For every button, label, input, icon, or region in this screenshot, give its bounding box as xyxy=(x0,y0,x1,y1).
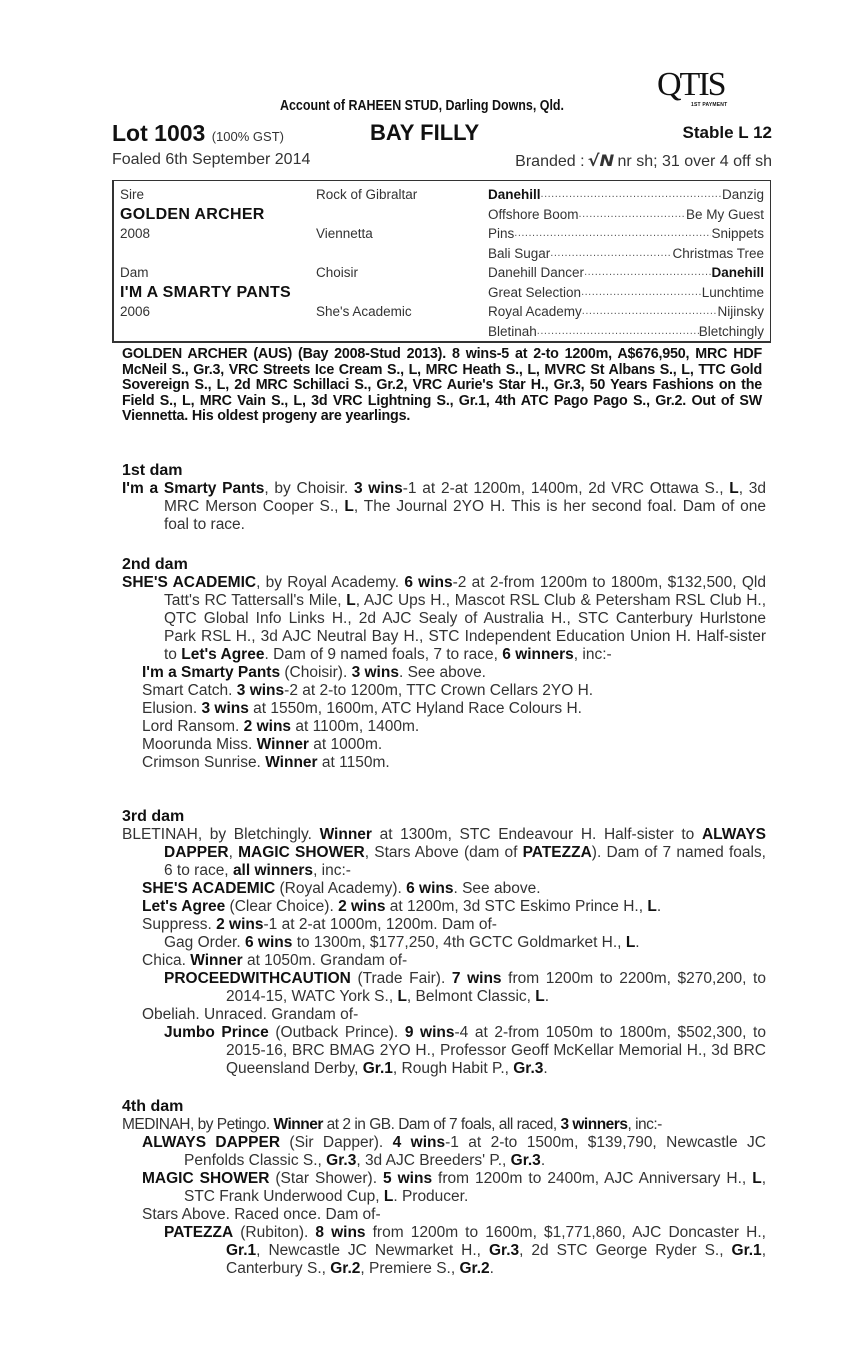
text: at 1050m. Grandam of- xyxy=(242,952,408,969)
progeny-item xyxy=(122,952,766,970)
winners: 6 winners xyxy=(502,646,574,663)
dam-record xyxy=(122,1116,766,1134)
text: , Premiere S., xyxy=(360,1260,460,1277)
progeny-item xyxy=(122,718,766,736)
text: , inc:- xyxy=(573,646,612,663)
group-badge: Gr.1 xyxy=(226,1242,257,1259)
third-dam-section xyxy=(122,808,766,1078)
progeny-item xyxy=(122,880,766,898)
progeny-item xyxy=(122,1134,766,1170)
grand-progeny-item xyxy=(122,934,766,952)
text: -1 at 2-at 1000m, 1200m. Dam of- xyxy=(263,916,497,933)
grandparent-left: Offshore Boom xyxy=(488,206,579,222)
text: . See above. xyxy=(453,880,541,897)
dam-name: SHE'S ACADEMIC xyxy=(122,574,257,591)
text: , by Petingo. xyxy=(189,1116,274,1133)
pedigree-table xyxy=(112,180,771,343)
progeny-name: Crimson Sunrise. xyxy=(142,754,261,771)
text: . See above. xyxy=(398,664,486,681)
sire-dam: Viennetta xyxy=(316,226,373,241)
text: , 2d STC George Ryder S., xyxy=(519,1242,732,1259)
winners: all winners xyxy=(232,862,314,879)
wins: 7 wins xyxy=(451,970,502,987)
listed-badge: L xyxy=(383,1188,394,1205)
lot-label: Lot 1003 xyxy=(112,120,206,146)
grandparent-right: Danzig xyxy=(721,187,764,202)
wins: 6 wins xyxy=(406,880,454,897)
leader-dots xyxy=(584,263,711,283)
text: . Dam of 9 named foals, 7 to race, xyxy=(264,646,503,663)
text: to 1300m, $177,250, 4th GCTC Goldmarket H., xyxy=(292,934,626,951)
grandparent-right: Snippets xyxy=(711,226,764,241)
text: at 1000m. xyxy=(308,736,383,753)
text: -2 at 2-to 1200m, TTC Crown Cellars 2YO H. xyxy=(284,682,594,699)
wins: 9 wins xyxy=(404,1024,455,1041)
progeny-name: Suppress. xyxy=(142,916,212,933)
text: at 1100m, 1400m. xyxy=(291,718,420,735)
text: , 3d MRC Merson Cooper S., xyxy=(164,480,766,515)
grandparent-row xyxy=(488,302,764,322)
wins: 5 wins xyxy=(383,1170,433,1187)
grandparent-right: Nijinsky xyxy=(717,304,764,319)
wins: 2 wins xyxy=(338,898,386,915)
group-badge: Gr.3 xyxy=(510,1152,541,1169)
progeny-name: Chica. xyxy=(142,952,186,969)
grandparent-left: Bletinah xyxy=(488,323,537,339)
progeny-name: Let's Agree xyxy=(142,898,226,915)
branded-label: Branded : xyxy=(515,153,585,170)
leader-dots xyxy=(537,322,699,342)
leader-dots xyxy=(541,185,722,205)
text: (Star Shower). xyxy=(269,1170,383,1187)
text: , Newcastle JC Newmarket H., xyxy=(256,1242,489,1259)
progeny-item: Obeliah. Unraced. Grandam of- xyxy=(142,1006,359,1023)
leader-dots xyxy=(581,283,702,303)
grandparent-row xyxy=(488,185,764,205)
dam-record xyxy=(122,574,766,664)
progeny-item xyxy=(122,754,766,772)
text: . xyxy=(635,934,640,951)
progeny-name: Smart Catch. xyxy=(142,682,233,699)
wins: 4 wins xyxy=(392,1134,446,1151)
text: (Trade Fair). xyxy=(350,970,452,987)
wins: 2 wins xyxy=(243,718,292,735)
text: -1 at 2-at 1200m, 1400m, 2d VRC Ottawa S., xyxy=(402,480,730,497)
grandparent-left: Pins xyxy=(488,226,515,241)
progeny-item xyxy=(122,898,766,916)
sire-summary: GOLDEN ARCHER (AUS) (Bay 2008-Stud 2013). 8 wins-5 at 2-to 1200m, A$676,950, MRC HDF McNeil S., Gr.3, VRC Streets Ice Cream S., L, MRC Heath S., L, MVRC St Albans S., L, TTC Gold Sovereign S., L, 2d MRC Schillaci S., Gr.2, VRC Aurie's Star H., Gr.3, 50 Years Fashions on the Field S., L, MRC Vain S., L, 3d VRC Lightning S., Gr.1, 4th ATC Pago Pago S., Gr.2. Out of SW Viennetta. His oldest progeny are yearlings. xyxy=(122,346,762,424)
progeny-item xyxy=(122,700,766,718)
grandparent-left: Danehill Dancer xyxy=(488,265,585,280)
group-badge: Gr.3 xyxy=(513,1060,544,1077)
group-badge: Gr.2 xyxy=(330,1260,361,1277)
sex-colour: BAY FILLY xyxy=(370,120,480,145)
text: , by Royal Academy. xyxy=(256,574,405,591)
half-sibling: Let's Agree xyxy=(181,646,265,663)
grandparent-row xyxy=(488,322,764,342)
grandparent-right: Be My Guest xyxy=(685,206,764,222)
stable-location: Stable L 12 xyxy=(682,123,772,142)
branding xyxy=(515,151,772,171)
dam-name: I'm a Smarty Pants xyxy=(122,480,265,497)
wins: Winner xyxy=(256,736,309,753)
progeny-name: I'm a Smarty Pants xyxy=(142,664,281,681)
leader-dots xyxy=(579,205,686,225)
section-title: 4th dam xyxy=(122,1098,184,1115)
text: at 2 in GB. Dam of 7 foals, all raced, xyxy=(322,1116,561,1133)
text: , Rough Habit P., xyxy=(392,1060,514,1077)
leader-dots xyxy=(550,244,672,264)
progeny-name: ALWAYS DAPPER xyxy=(142,1134,281,1151)
grand-progeny-item xyxy=(122,1024,766,1078)
wins: Winner xyxy=(273,1116,323,1133)
dam-label: Dam xyxy=(120,265,149,280)
second-dam-section xyxy=(122,556,766,772)
text: -1 at 2-to 1500m, $139,790, Newcastle JC Penfolds Classic S., xyxy=(184,1134,766,1169)
lot-header xyxy=(112,120,772,148)
progeny-name: PROCEEDWITHCAUTION xyxy=(164,970,351,987)
sire-name: GOLDEN ARCHER xyxy=(120,205,265,223)
foaled-date: Foaled 6th September 2014 xyxy=(112,151,311,168)
listed-badge: L xyxy=(647,898,657,915)
dam-year: 2006 xyxy=(120,304,151,319)
brand-mark-icon: √N xyxy=(587,151,615,170)
group-badge: Gr.1 xyxy=(362,1060,393,1077)
wins: 3 wins xyxy=(351,664,399,681)
qtis-logo-icon: QTIS xyxy=(657,66,725,103)
progeny-name: Elusion. xyxy=(142,700,198,717)
text: , by Bletchingly. xyxy=(197,826,320,843)
progeny-name: MAGIC SHOWER xyxy=(142,1170,270,1187)
group-badge: Gr.1 xyxy=(731,1242,762,1259)
pedigree-grandparents xyxy=(488,185,764,341)
dam-dam: She's Academic xyxy=(316,304,412,319)
logo-subtext: 1ST PAYMENT xyxy=(691,102,728,108)
text: -2 at 2-from 1200m to 1800m, $132,500, Qld Tatt's RC Tattersall's Mile, xyxy=(164,574,766,609)
section-title: 1st dam xyxy=(122,462,183,479)
dam-record xyxy=(122,826,766,880)
sire-label: Sire xyxy=(120,187,145,202)
text: , inc:- xyxy=(313,862,351,879)
progeny-name: SHE'S ACADEMIC xyxy=(142,880,276,897)
progeny-item xyxy=(122,736,766,754)
grandparent-left: Royal Academy xyxy=(488,304,582,319)
foal-brand-row xyxy=(112,151,772,173)
text: (Choisir). xyxy=(280,664,352,681)
wins: Winner xyxy=(319,826,372,843)
listed-badge: L xyxy=(397,988,407,1005)
text: from 1200m to 1600m, $1,771,860, AJC Doncaster H., xyxy=(365,1224,766,1241)
text: -4 at 2-from 1050m to 1800m, $502,300, to 2015-16, BRC BMAG 2YO H., Professor Geoff McKellar Memorial H., 3d BRC Queensland Derby, xyxy=(226,1024,766,1077)
wins: 6 wins xyxy=(404,574,453,591)
listed-badge: L xyxy=(346,592,356,609)
text: , STC Frank Underwood Cup, xyxy=(184,1170,766,1205)
grandparent-row xyxy=(488,224,764,244)
text: . xyxy=(543,1060,548,1077)
grandparent-row xyxy=(488,283,764,303)
grandparent-left: Danehill xyxy=(488,187,541,202)
text: (Royal Academy). xyxy=(275,880,407,897)
gst-note: (100% GST) xyxy=(211,129,284,144)
first-dam-section xyxy=(122,462,766,534)
leader-dots xyxy=(582,302,718,322)
text: (Outback Prince). xyxy=(268,1024,405,1041)
grandparent-row xyxy=(488,244,764,264)
text: . xyxy=(540,1152,546,1169)
progeny-name: Lord Ransom. xyxy=(142,718,240,735)
text: at 1300m, STC Endeavour H. Half-sister to xyxy=(371,826,702,843)
winners: 3 winners xyxy=(560,1116,628,1133)
grandparent-row xyxy=(488,205,764,225)
grandparent-right: Bletchingly xyxy=(698,323,764,339)
listed-badge: L xyxy=(535,988,545,1005)
wins: 8 wins xyxy=(315,1224,366,1241)
grandparent-left: Bali Sugar xyxy=(488,245,551,261)
wins: Winner xyxy=(265,754,318,771)
sire-year: 2008 xyxy=(120,226,151,241)
text: . xyxy=(544,988,550,1005)
progeny-item xyxy=(122,916,766,934)
grandparent-right: Christmas Tree xyxy=(672,245,764,261)
text: , Belmont Classic, xyxy=(406,988,536,1005)
dam-name: BLETINAH xyxy=(122,826,198,843)
wins: 3 wins xyxy=(236,682,285,699)
text: , 3d AJC Breeders' P., xyxy=(356,1152,511,1169)
progeny-item xyxy=(122,1170,766,1206)
section-title: 2nd dam xyxy=(122,556,188,573)
lot-number xyxy=(112,120,284,147)
pedigree-parents xyxy=(120,185,460,322)
text: , inc:- xyxy=(627,1116,662,1133)
dam-sire: Choisir xyxy=(316,265,359,280)
progeny-name: PATEZZA xyxy=(164,1224,234,1241)
text: , The Journal 2YO H. This is her second foal. Dam of one foal to race. xyxy=(164,498,766,533)
listed-badge: L xyxy=(729,480,739,497)
text: , xyxy=(228,844,239,861)
grandparent-right: Lunchtime xyxy=(701,284,764,300)
listed-badge: L xyxy=(752,1170,762,1187)
text: at 1200m, 3d STC Eskimo Prince H., xyxy=(385,898,648,915)
grandparent-row xyxy=(488,263,764,283)
wins: Winner xyxy=(190,952,243,969)
text: , Stars Above (dam of xyxy=(364,844,523,861)
progeny-name: Moorunda Miss. xyxy=(142,736,253,753)
text: , by Choisir. xyxy=(264,480,354,497)
dam-name: MEDINAH xyxy=(122,1116,190,1133)
sire-sire: Rock of Gibraltar xyxy=(316,187,418,202)
wins: 3 wins xyxy=(353,480,403,497)
wins: 2 wins xyxy=(216,916,264,933)
progeny-item xyxy=(122,682,766,700)
text: . xyxy=(489,1260,494,1277)
vendor-account: Account of RAHEEN STUD, Darling Downs, Qld. xyxy=(279,98,565,114)
text: , Canterbury S., xyxy=(226,1242,766,1277)
text: at 1150m. xyxy=(317,754,390,771)
dam-record xyxy=(122,480,766,534)
text: ). Dam of 7 named foals, 6 to race, xyxy=(164,844,766,879)
text: (Sir Dapper). xyxy=(280,1134,393,1151)
group-badge: Gr.3 xyxy=(326,1152,357,1169)
grand-progeny-item xyxy=(122,1224,766,1278)
grandparent-left: Great Selection xyxy=(488,284,582,300)
text: at 1550m, 1600m, ATC Hyland Race Colours H. xyxy=(248,700,582,717)
half-sibling: PATEZZA xyxy=(522,844,592,861)
fourth-dam-section xyxy=(122,1098,766,1278)
grand-progeny-item xyxy=(122,970,766,1006)
progeny-name: Gag Order. xyxy=(164,934,241,951)
wins: 6 wins xyxy=(245,934,293,951)
text: . Producer. xyxy=(393,1188,469,1205)
text: from 1200m to 2400m, AJC Anniversary H., xyxy=(432,1170,753,1187)
grandparent-right: Danehill xyxy=(711,265,764,280)
text: (Rubiton). xyxy=(233,1224,316,1241)
dam-name: I'M A SMARTY PANTS xyxy=(120,283,291,301)
text: . xyxy=(656,898,662,915)
progeny-name: Jumbo Prince xyxy=(164,1024,269,1041)
leader-dots xyxy=(514,224,711,244)
group-badge: Gr.2 xyxy=(459,1260,490,1277)
wins: 3 wins xyxy=(201,700,249,717)
listed-badge: L xyxy=(625,934,636,951)
section-title: 3rd dam xyxy=(122,808,185,825)
progeny-item xyxy=(122,664,766,682)
text: , AJC Ups H., Mascot RSL Club & Petersham RSL Club H., QTC Global Info Links H., 2d AJC Sealy of Australia H., STC Canterbury Hurlstone Park RSL H., 3d AJC Neutral Bay H., STC Independent Education Union H. Half-sister to xyxy=(164,592,767,663)
progeny-item: Stars Above. Raced once. Dam of- xyxy=(142,1206,381,1223)
text: (Clear Choice). xyxy=(225,898,339,915)
brand-text: nr sh; 31 over 4 off sh xyxy=(617,153,772,170)
half-sibling: MAGIC SHOWER xyxy=(238,844,365,861)
half-sibling: ALWAYS DAPPER xyxy=(164,826,766,861)
group-badge: Gr.3 xyxy=(488,1242,520,1259)
text: from 1200m to 2200m, $270,200, to 2014-15, WATC York S., xyxy=(226,970,766,1005)
listed-badge: L xyxy=(344,498,354,515)
